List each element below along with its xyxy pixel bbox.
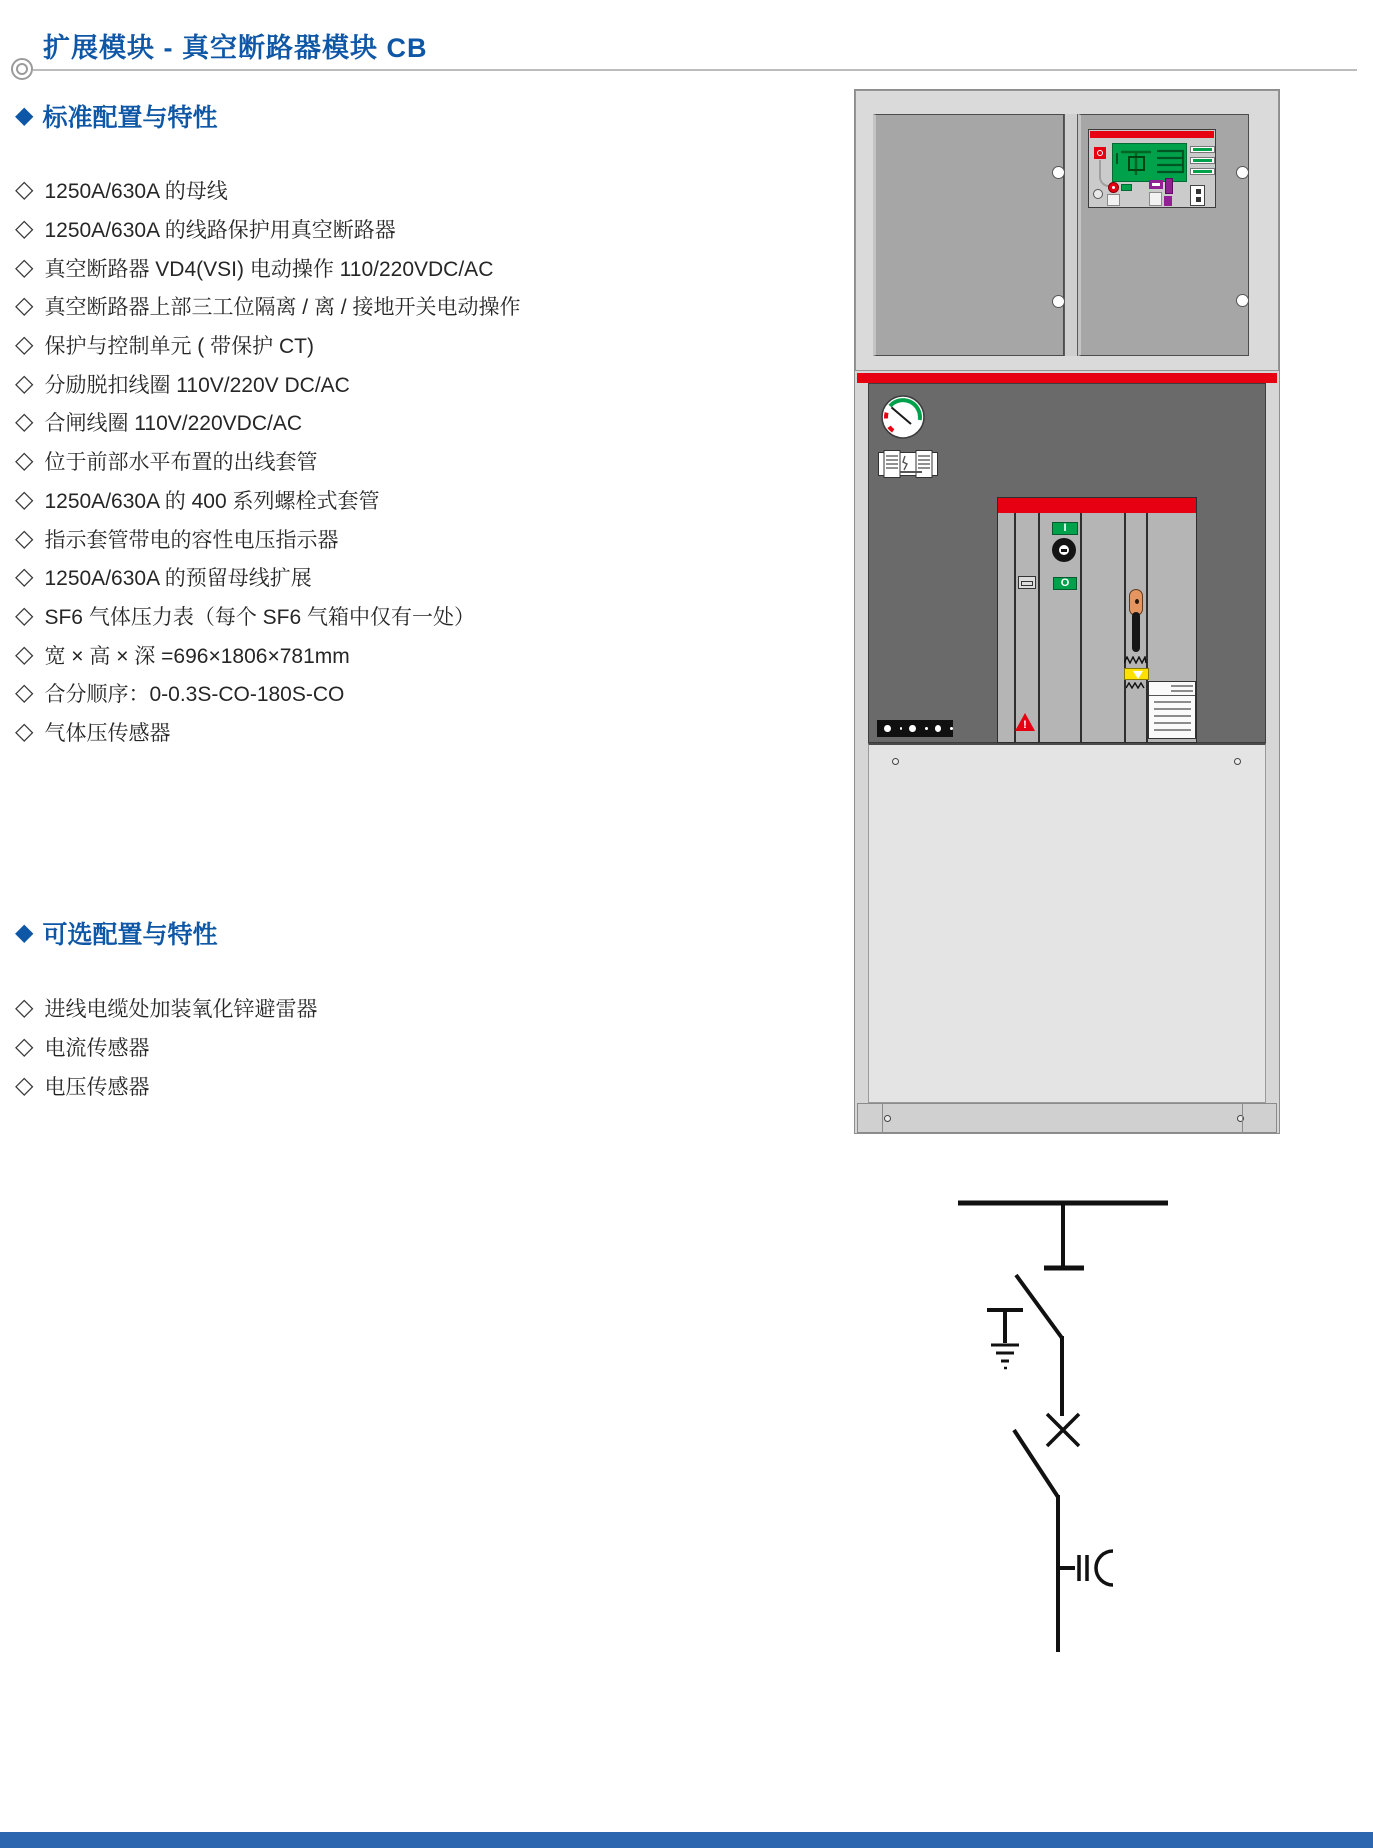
page-title: 扩展模块 - 真空断路器模块 CB <box>43 33 428 63</box>
diamond-bullet-icon: ◇ <box>15 1033 34 1061</box>
cable-compartment-cover <box>868 743 1266 1103</box>
section-heading-optional <box>15 915 217 951</box>
circuit-breaker-symbol <box>1047 1414 1079 1446</box>
feature-text: 保护与控制单元 ( 带保护 CT) <box>44 335 314 359</box>
spring-symbol-icon <box>1124 656 1147 664</box>
diamond-bullet-icon: ◇ <box>15 640 34 668</box>
feature-text: 位于前部水平布置的出线套管 <box>44 451 318 475</box>
feature-text: 电压传感器 <box>44 1075 150 1099</box>
header-divider <box>33 69 1357 71</box>
relay-mimic-display <box>1112 143 1187 182</box>
relay-red-bar <box>1090 131 1214 138</box>
panel-seam <box>1038 513 1040 742</box>
feature-item <box>15 519 520 558</box>
load-switch-symbol <box>1014 1430 1058 1652</box>
feature-text: 1250A/630A 的 400 系列螺栓式套管 <box>44 489 380 513</box>
feature-text: 合闸线圈 110V/220VDC/AC <box>44 412 303 436</box>
feature-text: 电流传感器 <box>44 1037 150 1061</box>
feature-text: 指示套管带电的容性电压指示器 <box>44 528 339 552</box>
feature-text: 真空断路器上部三工位隔离 / 离 / 接地开关电动操作 <box>44 296 521 320</box>
plinth <box>857 1103 1277 1133</box>
diamond-bullet-icon: ◇ <box>15 215 34 243</box>
feature-item <box>15 326 520 365</box>
feature-text: 进线电缆处加装氧化锌避雷器 <box>44 998 318 1022</box>
red-trim-band <box>857 373 1277 383</box>
relay-red-indicator-icon <box>1094 147 1106 159</box>
feature-item <box>15 248 520 287</box>
diamond-bullet-icon: ◇ <box>15 563 34 591</box>
close-button-label: I <box>1063 522 1067 534</box>
screw-icon <box>1236 166 1249 179</box>
diamond-bullet-icon: ◇ <box>15 524 34 552</box>
optional-feature-list <box>15 989 317 1105</box>
busbar-compartment <box>855 90 1279 371</box>
feature-text: 分励脱扣线圈 110V/220V DC/AC <box>44 373 350 397</box>
feature-item <box>15 674 520 713</box>
spring-symbol-icon <box>1126 682 1145 689</box>
feature-item <box>15 558 520 597</box>
diamond-bullet-icon: ◇ <box>15 253 34 281</box>
feature-item <box>15 403 520 442</box>
sf6-pressure-gauge <box>881 395 925 439</box>
yellow-arrow-label <box>1124 668 1149 680</box>
indicator-strip <box>877 720 953 737</box>
feature-item <box>15 364 520 403</box>
switchgear-cabinet-image <box>855 90 1279 1133</box>
selector-knob <box>1052 538 1076 562</box>
single-line-diagram <box>930 1180 1190 1680</box>
relay-purple-key-icon <box>1165 178 1173 194</box>
mimic-diagram <box>1113 144 1188 183</box>
diamond-bullet-icon: ◇ <box>15 176 34 204</box>
feature-text: SF6 气体压力表（每个 SF6 气箱中仅有一处） <box>44 605 475 629</box>
three-position-disconnector-symbol <box>1016 1275 1062 1416</box>
feature-item <box>15 287 520 326</box>
feature-text: 1250A/630A 的预留母线扩展 <box>44 567 312 591</box>
feature-item <box>15 713 520 752</box>
diamond-bullet-icon: ◇ <box>15 485 34 513</box>
panel-seam <box>1124 513 1126 742</box>
relay-port-icon <box>1190 185 1205 206</box>
relay-green-key-icon <box>1121 184 1132 191</box>
panel-red-stripe <box>998 498 1196 513</box>
panel-seam <box>1080 513 1082 742</box>
diamond-bullet-icon: ◇ <box>15 369 34 397</box>
section-heading-text: 可选配置与特性 <box>42 921 218 949</box>
feature-item <box>15 635 520 674</box>
open-button <box>1053 577 1077 590</box>
feature-item <box>15 210 520 249</box>
ring-decoration-icon <box>11 58 33 80</box>
relay-status-bars <box>1190 146 1215 180</box>
diamond-bullet-icon: ◇ <box>15 994 34 1022</box>
relay-purple-key-icon <box>1149 180 1163 189</box>
diamond-bullet-icon: ◇ <box>15 331 34 359</box>
section-heading-standard <box>15 98 217 134</box>
diamond-filled-icon: ◆ <box>15 919 34 946</box>
section-heading-text: 标准配置与特性 <box>42 104 218 132</box>
screw-icon <box>884 1115 891 1122</box>
diamond-bullet-icon: ◇ <box>15 601 34 629</box>
vent-plate <box>1148 681 1196 739</box>
feature-text: 真空断路器 VD4(VSI) 电动操作 110/220VDC/AC <box>44 257 494 281</box>
protection-relay-panel <box>1088 129 1216 208</box>
screw-icon <box>1236 294 1249 307</box>
feature-text: 1250A/630A 的母线 <box>44 180 228 204</box>
feature-text: 合分顺序：0-0.3S-CO-180S-CO <box>44 683 345 707</box>
diamond-bullet-icon: ◇ <box>15 717 34 745</box>
rating-nameplate <box>878 450 938 478</box>
standard-feature-list <box>15 171 520 751</box>
warning-triangle-icon <box>1015 713 1035 731</box>
feature-text: 气体压传感器 <box>44 721 171 745</box>
screw-icon <box>892 758 899 765</box>
diamond-filled-icon: ◆ <box>15 102 34 129</box>
diamond-bullet-icon: ◇ <box>15 679 34 707</box>
relay-purple-key-icon <box>1164 196 1172 206</box>
relay-red-lamp-icon <box>1108 182 1119 193</box>
screw-icon <box>1234 758 1241 765</box>
earth-switch-symbol <box>987 1310 1023 1368</box>
screw-icon <box>1237 1115 1244 1122</box>
relay-button-icon <box>1093 189 1103 199</box>
diamond-bullet-icon: ◇ <box>15 447 34 475</box>
close-button <box>1052 522 1078 535</box>
top-door-left <box>873 114 1064 356</box>
interlock-slot <box>1018 576 1036 589</box>
feature-item <box>15 1028 317 1067</box>
cable-connector-symbol <box>1058 1551 1113 1585</box>
feature-item <box>15 989 317 1028</box>
feature-item <box>15 481 520 520</box>
feature-text: 1250A/630A 的线路保护用真空断路器 <box>44 219 396 243</box>
door-divider <box>1064 114 1078 356</box>
panel-seam <box>1014 513 1016 742</box>
breaker-front-panel <box>997 497 1197 743</box>
relay-key-icon <box>1107 194 1120 206</box>
open-button-label: O <box>1060 577 1070 589</box>
feature-item <box>15 442 520 481</box>
diamond-bullet-icon: ◇ <box>15 1071 34 1099</box>
relay-key-icon <box>1149 192 1162 206</box>
warning-exclamation: ! <box>1023 719 1027 731</box>
diamond-bullet-icon: ◇ <box>15 292 34 320</box>
feature-item <box>15 171 520 210</box>
feature-item <box>15 597 520 636</box>
diamond-bullet-icon: ◇ <box>15 408 34 436</box>
operating-handle-rod <box>1132 612 1140 652</box>
feature-text: 宽 × 高 × 深 =696×1806×781mm <box>44 644 350 668</box>
feature-item <box>15 1066 317 1105</box>
page-footer-bar <box>0 1832 1373 1848</box>
